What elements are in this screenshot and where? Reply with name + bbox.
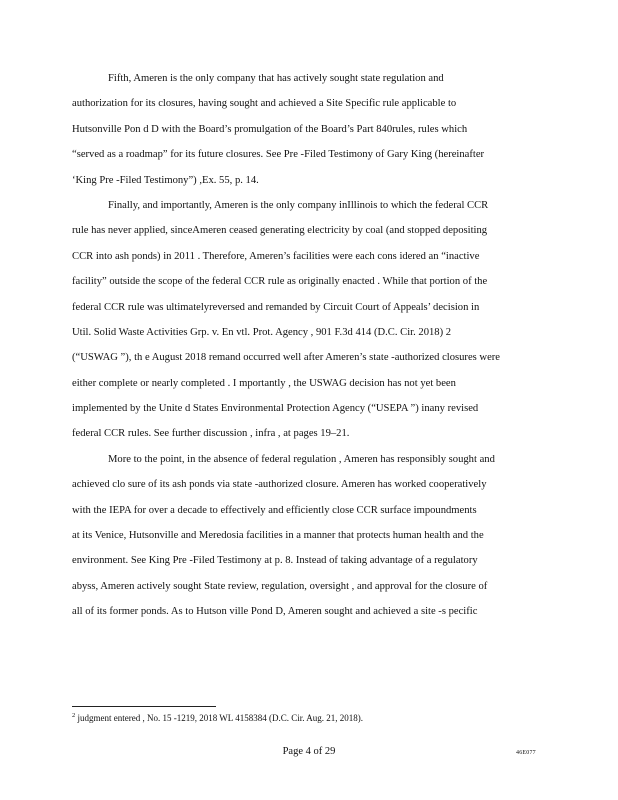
paragraph-fifth (72, 66, 546, 193)
document-id: 46E077 (516, 750, 536, 756)
text-line: abyss, Ameren actively sought State review, regulation, oversight , and approval for the closure of (72, 580, 488, 592)
footnote (72, 712, 546, 724)
text-line: all of its former ponds. As to Hutson ville Pond D, Ameren sought and achieved a site -s pecific (72, 606, 478, 618)
text-line: ‘King Pre -Filed Testimony”) ,Ex. 55, p. 14. (72, 174, 259, 186)
footnote-separator (72, 706, 216, 707)
text-line: either complete or nearly completed . I mportantly , the USWAG decision has not yet been (72, 377, 456, 389)
footnote-text: judgment entered , No. 15 -1219, 2018 WL 4158384 (D.C. Cir. Aug. 21, 2018). (77, 713, 363, 723)
body-text (72, 66, 546, 625)
text-line: federal CCR rule was ultimatelyreversed and remanded by Circuit Court of Appeals’ decision in (72, 301, 480, 313)
text-line: facility” outside the scope of the federal CCR rule as originally enacted . While that portion of the (72, 276, 488, 288)
text-line: Finally, and importantly, Ameren is the only company inIllinois to which the federal CCR (108, 199, 489, 211)
text-line: rule has never applied, sinceAmeren ceased generating electricity by coal (and stopped depositing (72, 225, 488, 237)
text-line: at its Venice, Hutsonville and Meredosia facilities in a manner that protects human health and the (72, 530, 484, 542)
text-line: “served as a roadmap” for its future closures. See Pre -Filed Testimony of Gary King (hereinafter (72, 149, 485, 161)
text-line: (“USWAG ”), th e August 2018 remand occurred well after Ameren’s state -authorized closures were (72, 352, 501, 364)
text-line: with the IEPA for over a decade to effectively and efficiently close CCR surface impoundments (72, 504, 477, 516)
text-line: environment. See King Pre -Filed Testimony at p. 8. Instead of taking advantage of a regulatory (72, 555, 478, 567)
text-line: implemented by the Unite d States Environmental Protection Agency (“USEPA ”) inany revised (72, 403, 479, 415)
text-line: achieved clo sure of its ash ponds via state -authorized closure. Ameren has worked cooperatively (72, 479, 487, 491)
text-line: Fifth, Ameren is the only company that has actively sought state regulation and (108, 73, 444, 84)
text-line: CCR into ash ponds) in 2011 . Therefore, Ameren’s facilities were each cons idered an “inactive (72, 250, 480, 262)
page-number: Page 4 of 29 (282, 746, 336, 757)
footnote-marker: 2 (72, 712, 76, 719)
text-line: Hutsonville Pon d D with the Board’s promulgation of the Board’s Part 840rules, rules which (72, 123, 468, 135)
paragraph-more (72, 447, 546, 625)
text-line: authorization for its closures, having sought and achieved a Site Specific rule applicable to (72, 98, 457, 110)
text-line: federal CCR rules. See further discussion , infra , at pages 19–21. (72, 428, 350, 440)
text-line: More to the point, in the absence of federal regulation , Ameren has responsibly sought and (108, 453, 495, 465)
text-line-citation: Util. Solid Waste Activities Grp. v. En vtl. Prot. Agency , 901 F.3d 414 (D.C. Cir. 2018) 2 (72, 326, 452, 338)
paragraph-finally (72, 193, 546, 447)
